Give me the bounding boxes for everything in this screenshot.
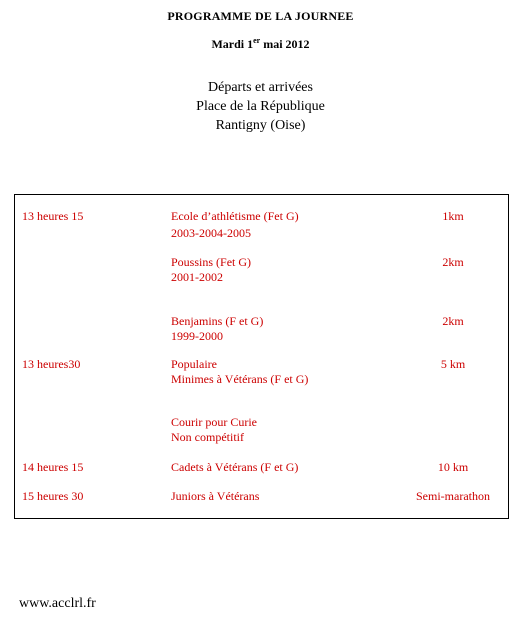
schedule-distance: 5 km bbox=[440, 357, 466, 371]
schedule-years: Non compétitif bbox=[171, 430, 244, 444]
page-title: PROGRAMME DE LA JOURNEE bbox=[167, 9, 354, 23]
venue-line-1: Départs et arrivées bbox=[208, 80, 313, 95]
venue-line-2: Place de la République bbox=[196, 99, 325, 114]
schedule-time: 13 heures30 bbox=[22, 357, 81, 371]
schedule-category: Poussins (Fet G) bbox=[171, 255, 252, 269]
date-prefix: Mardi 1 bbox=[211, 37, 254, 51]
schedule-time: 14 heures 15 bbox=[22, 460, 84, 474]
schedule-box bbox=[14, 194, 509, 519]
schedule-time: 15 heures 30 bbox=[22, 489, 84, 503]
date-suffix: mai 2012 bbox=[260, 37, 310, 51]
date-superscript: er bbox=[253, 36, 261, 45]
schedule-category: Ecole d’athlétisme (Fet G) bbox=[171, 209, 299, 223]
event-date bbox=[0, 37, 521, 52]
schedule-category: Benjamins (F et G) bbox=[171, 314, 264, 328]
venue-line-3: Rantigny (Oise) bbox=[215, 118, 306, 133]
schedule-years: Minimes à Vétérans (F et G) bbox=[171, 372, 309, 386]
schedule-category: Juniors à Vétérans bbox=[171, 489, 260, 503]
schedule-category: Courir pour Curie bbox=[171, 415, 257, 429]
schedule-distance: 10 km bbox=[437, 460, 469, 474]
schedule-distance: 2km bbox=[442, 314, 464, 328]
schedule-years: 2001-2002 bbox=[171, 270, 223, 284]
schedule-years: 1999-2000 bbox=[171, 329, 223, 343]
schedule-years: 2003-2004-2005 bbox=[171, 226, 251, 240]
schedule-distance: 1km bbox=[442, 209, 464, 223]
schedule-distance: Semi-marathon bbox=[416, 489, 490, 503]
schedule-time: 13 heures 15 bbox=[22, 209, 84, 223]
website-link[interactable]: www.acclrl.fr bbox=[19, 596, 96, 611]
schedule-distance: 2km bbox=[442, 255, 464, 269]
schedule-category: Cadets à Vétérans (F et G) bbox=[171, 460, 299, 474]
schedule-category: Populaire bbox=[171, 357, 217, 371]
